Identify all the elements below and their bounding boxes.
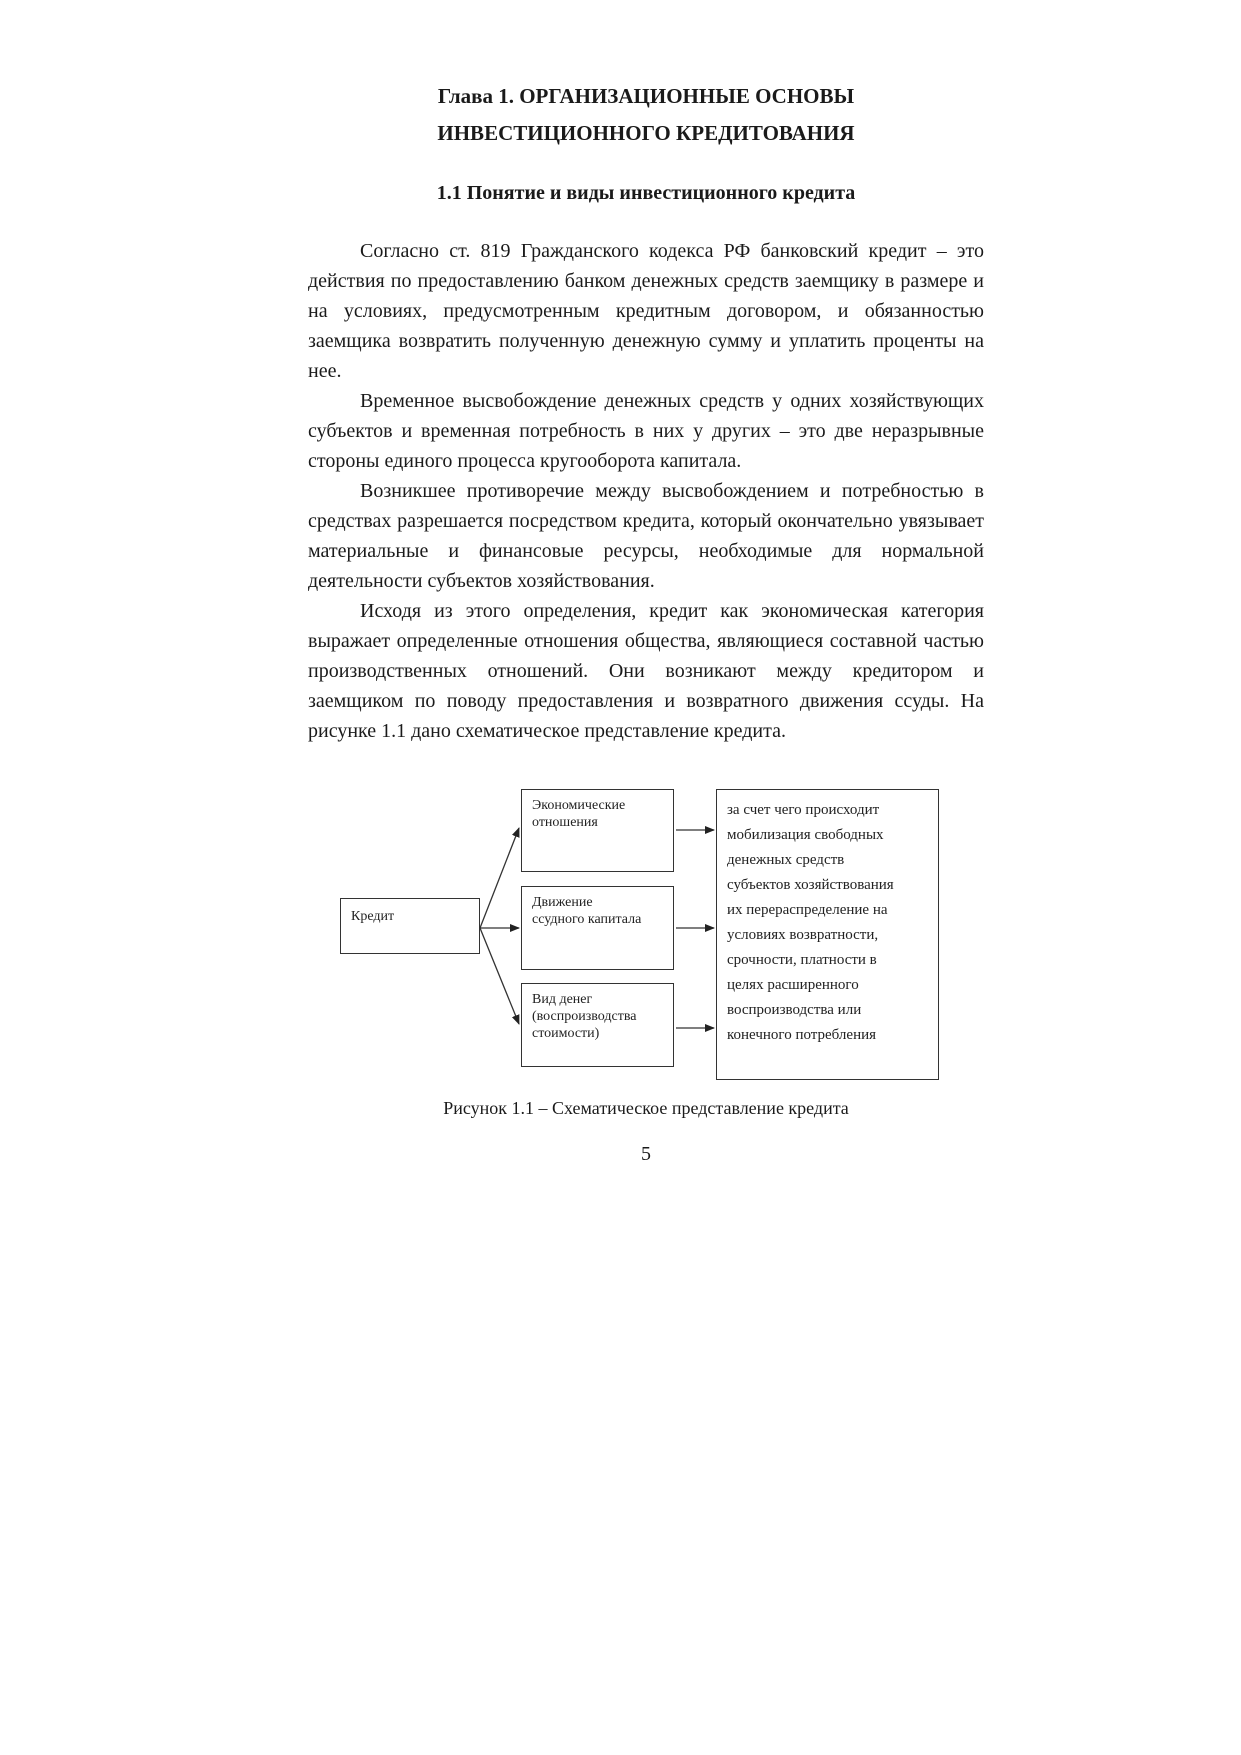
arrow-credit-to-money-type	[480, 928, 519, 1024]
result-line: за счет чего происходит	[727, 802, 880, 818]
result-line: срочности, платности в	[727, 952, 877, 968]
credit-box-label: Кредит	[351, 909, 395, 924]
result-box	[716, 789, 939, 1080]
money-type-label: Вид денег (воспроизводства стоимости)	[532, 992, 637, 1041]
figure-caption: Рисунок 1.1 – Схематическое представление кредита	[443, 1098, 849, 1118]
result-text	[717, 790, 938, 1048]
chapter-title-line-2: ИНВЕСТИЦИОННОГО КРЕДИТОВАНИЯ	[437, 121, 855, 145]
paragraph-2: Временное высвобождение денежных средств у одних хозяйствующих субъектов и временная потребность в них у других – это две неразрывные стороны единого процесса кругооборота капитала.	[308, 390, 984, 472]
paragraph-4: Исходя из этого определения, кредит как экономическая категория выражает определенные отношения общества, являющиеся составной частью производственных отношений. Они возникают между кредитором и заемщиком по поводу предоставления и возвратного движения ссуды. На рисунке 1.1 дано схематическое представление кредита.	[308, 600, 984, 742]
credit-box	[340, 898, 480, 954]
result-line: конечного потребления	[727, 1027, 877, 1043]
result-line: субъектов хозяйствования	[727, 877, 894, 893]
result-line: целях расширенного	[727, 977, 859, 993]
money-type-box	[521, 983, 674, 1067]
section-title: 1.1 Понятие и виды инвестиционного кредита	[436, 182, 856, 204]
page-number: 5	[641, 1143, 651, 1165]
economic-relations-label: Экономические отношения	[532, 798, 626, 830]
paragraph-3: Возникшее противоречие между высвобождением и потребностью в средствах разрешается посредством кредита, который окончательно увязывает материальные и финансовые ресурсы, необходимые для нормальной деятельности субъектов хозяйствования.	[308, 480, 984, 592]
result-line: условиях возвратности,	[727, 927, 879, 943]
economic-relations-box	[521, 789, 674, 872]
loan-capital-label: Движение ссудного капитала	[532, 895, 642, 927]
result-line: воспроизводства или	[727, 1002, 862, 1018]
body-text	[308, 236, 984, 746]
chapter-title-line-1: Глава 1. ОРГАНИЗАЦИОННЫЕ ОСНОВЫ	[437, 84, 855, 108]
loan-capital-box	[521, 886, 674, 970]
result-line: мобилизация свободных	[727, 827, 884, 843]
result-line: денежных средств	[727, 852, 845, 868]
paragraph-1: Согласно ст. 819 Гражданского кодекса РФ банковский кредит – это действия по предоставлению банком денежных средств заемщику в размере и на условиях, предусмотренным кредитным договором, и обязанностью заемщика возвратить полученную денежную сумму и уплатить проценты на нее.	[308, 240, 984, 382]
result-line: их перераспределение на	[727, 902, 888, 918]
arrow-credit-to-economic-relations	[480, 828, 519, 928]
